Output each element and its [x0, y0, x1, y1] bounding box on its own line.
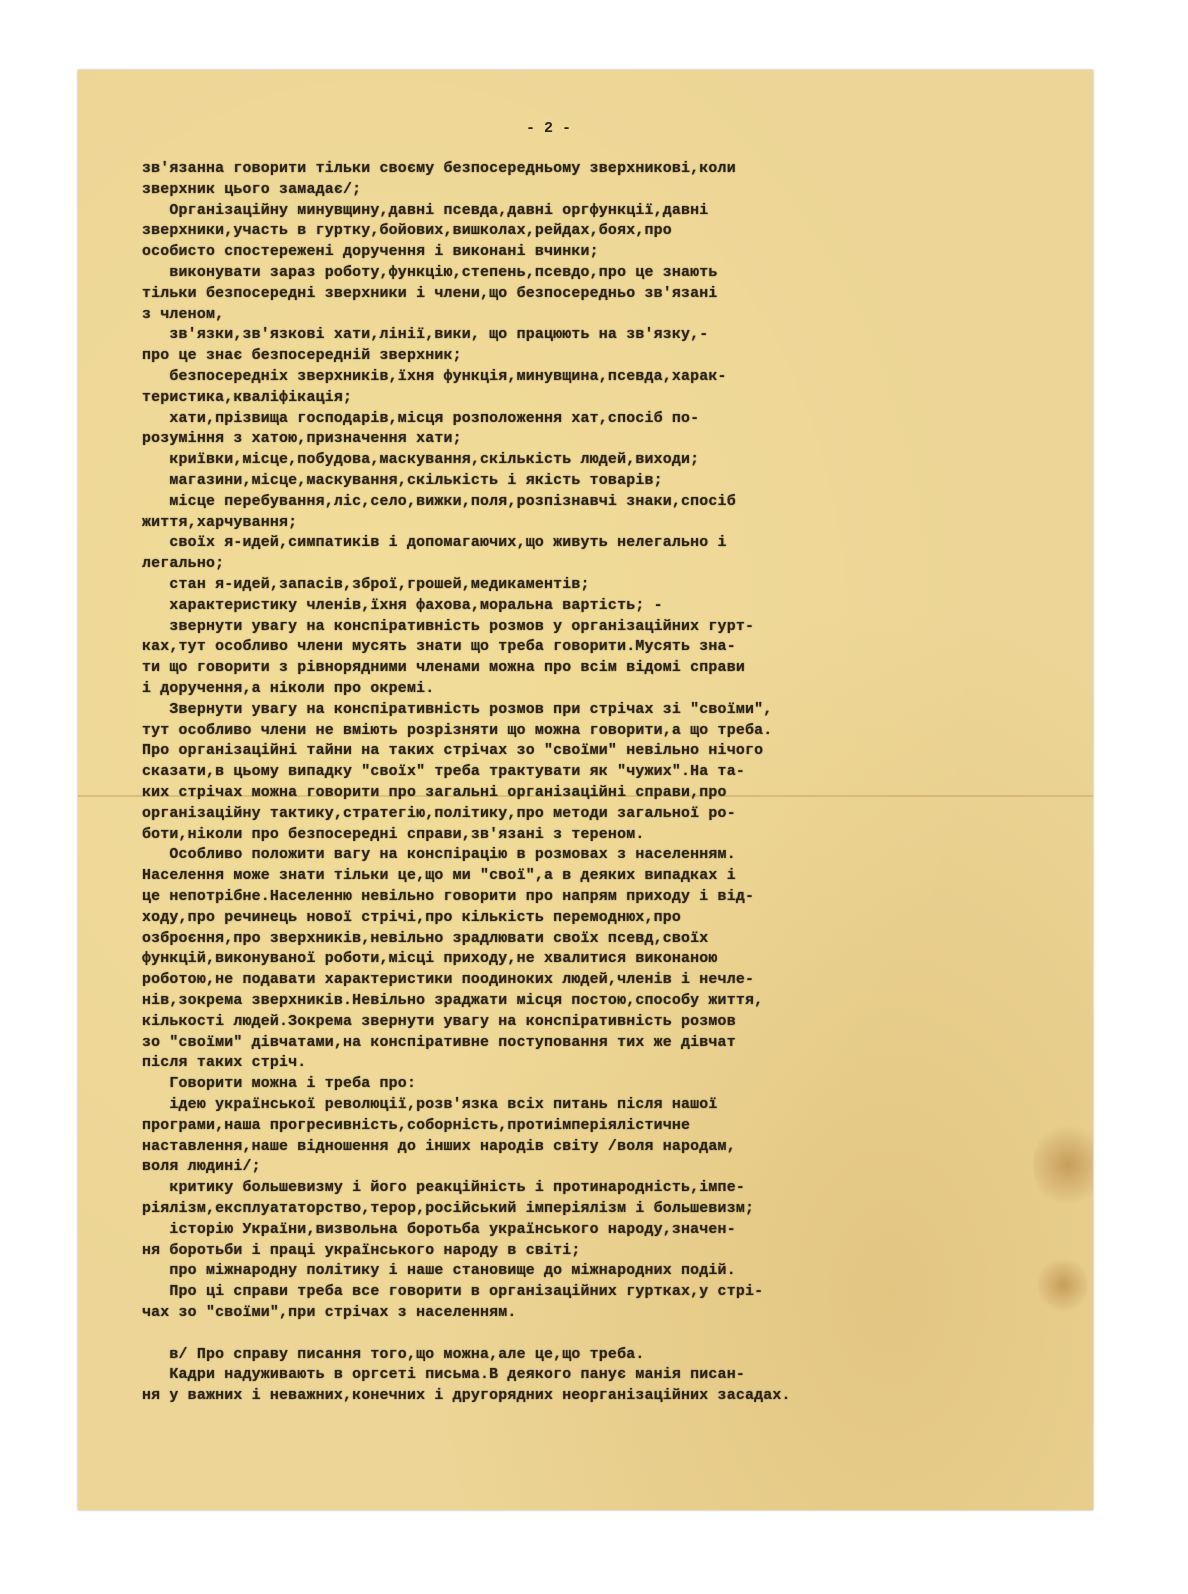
text-line: зв'язки,зв'язкові хати,лінії,вики, що працюють на зв'язку,-: [142, 327, 709, 344]
text-line: стан я-идей,запасів,зброї,грошей,медикаментів;: [142, 577, 590, 593]
text-line: Кадри надуживають в оргсеті письма.В деякого панує манія писан-: [142, 1367, 745, 1384]
text-line: чах зо "своїми",при стрічах з населенням.: [142, 1305, 517, 1321]
water-stain: [1033, 1120, 1093, 1210]
text-line: з членом,: [142, 306, 225, 323]
text-line: зверхники,участь в гуртку,бойових,вишколах,рейдах,боях,про: [142, 223, 672, 240]
text-line: легально;: [142, 556, 225, 573]
text-line: Говорити можна і треба про:: [142, 1076, 417, 1093]
document-page: [78, 70, 1093, 1510]
text-line: безпосередніх зверхників,їхня функція,минувщина,псевда,харак-: [142, 369, 727, 385]
text-line: про це знає безпосередній зверхник;: [142, 348, 462, 365]
text-line: боти,ніколи про безпосередні справи,зв'язані з тереном.: [142, 826, 645, 843]
text-line: ти що говорити з рівнорядними членами можна про всім відомі справи: [142, 660, 745, 677]
text-line: історію України,визвольна боротьба українського народу,значен-: [142, 1221, 736, 1238]
text-line: функцій,виконуваної роботи,місці приходу,не хвалитися виконаною: [142, 951, 718, 968]
text-line: воля людині/;: [142, 1159, 261, 1176]
text-line: сказати,в цьому випадку "своїх" треба трактувати як "чужих".На та-: [142, 764, 745, 781]
text-line: місце перебування,ліс,село,вижки,поля,розпізнавчі знаки,спосіб: [142, 493, 736, 510]
text-line: тут особливо члени не вміють розрізняти що можна говорити,а що треба.: [142, 722, 773, 739]
text-line: зо "своїми" дівчатами,на конспіративне поступовання тих же дівчат: [142, 1034, 736, 1051]
text-line: наставлення,наше відношення до інших народів світу /воля народам,: [142, 1138, 736, 1155]
text-line: своїх я-идей,симпатиків і допомагаючих,що живуть нелегально і: [142, 535, 727, 552]
text-line: нів,зокрема зверхників.Невільно зраджати місця постою,способу життя,: [142, 993, 764, 1009]
text-line: теристика,кваліфікація;: [142, 389, 353, 406]
text-line: Про ці справи треба все говорити в організаційних гуртках,у стрі-: [142, 1284, 764, 1301]
text-line: життя,харчування;: [142, 514, 298, 531]
text-line: звернути увагу на конспіративність розмов у організаційних гурт-: [142, 618, 755, 635]
water-stain: [1038, 1255, 1088, 1315]
text-line: після таких стріч.: [142, 1055, 307, 1072]
text-line: ках,тут особливо члени мусять знати що треба говорити.Мусять зна-: [142, 639, 736, 656]
text-line: організаційну тактику,стратегію,політику,про методи загальної ро-: [142, 805, 736, 822]
text-line: ходу,про речинець нової стрічі,про кількість перемоднюх,про: [142, 909, 682, 926]
text-line: тільки безпосередні зверхники і члени,що безпосередньо зв'язані: [142, 285, 718, 302]
text-line: зверхник цього замадає/;: [142, 181, 362, 198]
text-line: це непотрібне.Населенню невільно говорити про напрям приходу і від-: [142, 889, 755, 905]
text-line: роботою,не подавати характеристики поодиноких людей,членів і нечле-: [142, 972, 755, 989]
text-line: Населення може знати тільки це,що ми "свої",а в деяких випадках і: [142, 868, 736, 885]
text-line: про міжнародну політику і наше становище до міжнародних подій.: [142, 1263, 736, 1280]
text-line: і доручення,а ніколи про окремі.: [142, 681, 435, 697]
text-line: Про організаційні тайни на таких стрічах зо "своїми" невільно нічого: [142, 743, 764, 760]
text-line: Звернути увагу на конспіративність розмов при стрічах зі "своїми",: [142, 701, 773, 718]
text-line: виконувати зараз роботу,функцію,степень,псевдо,про це знають: [142, 265, 718, 281]
text-line: розуміння з хатою,призначення хати;: [142, 431, 462, 448]
text-line: особисто спостережені доручення і виконані вчинки;: [142, 244, 599, 261]
text-line: ня боротьби і праці українського народу в світі;: [142, 1242, 581, 1259]
text-line: Особливо положити вагу на конспірацію в розмовах з населенням.: [142, 847, 736, 864]
text-line: програми,наша прогресивність,соборність,протиімперіялістичне: [142, 1117, 691, 1134]
text-line: ідею української революції,розв'язка всіх питань після нашої: [142, 1097, 718, 1113]
text-line: криївки,місце,побудова,маскування,скількість людей,виходи;: [142, 452, 700, 469]
text-line: ріялізм,експлуататорство,терор,російський імперіялізм і большевизм;: [142, 1201, 755, 1217]
text-line: ких стрічах можна говорити про загальні організаційні справи,про: [142, 785, 727, 801]
text-line: магазини,місце,маскування,скількість і якість товарів;: [142, 473, 663, 489]
text-line: критику большевизму і його реакційність і протинародність,імпе-: [142, 1180, 745, 1197]
page-number: - 2 -: [526, 120, 572, 137]
text-line: хати,прізвища господарів,місця розположення хат,спосіб по-: [142, 410, 700, 427]
text-line: зв'язанна говорити тільки своєму безпосередньому зверхникові,коли: [142, 161, 736, 177]
text-line: озброєння,про зверхників,невільно зрадлювати своїх псевд,своїх: [142, 930, 709, 947]
text-line: характеристику членів,їхня фахова,моральна вартість; -: [142, 597, 663, 614]
text-line: кількості людей.Зокрема звернути увагу на конспіративність розмов: [142, 1013, 736, 1030]
text-line: в/ Про справу писання того,що можна,але це,що треба.: [142, 1346, 645, 1363]
text-line: Організаційну минувщину,давні псевда,давні оргфункції,давні: [142, 202, 709, 219]
text-line: ня у важних і неважних,конечних і другорядних неорганізаційних засадах.: [142, 1388, 791, 1405]
